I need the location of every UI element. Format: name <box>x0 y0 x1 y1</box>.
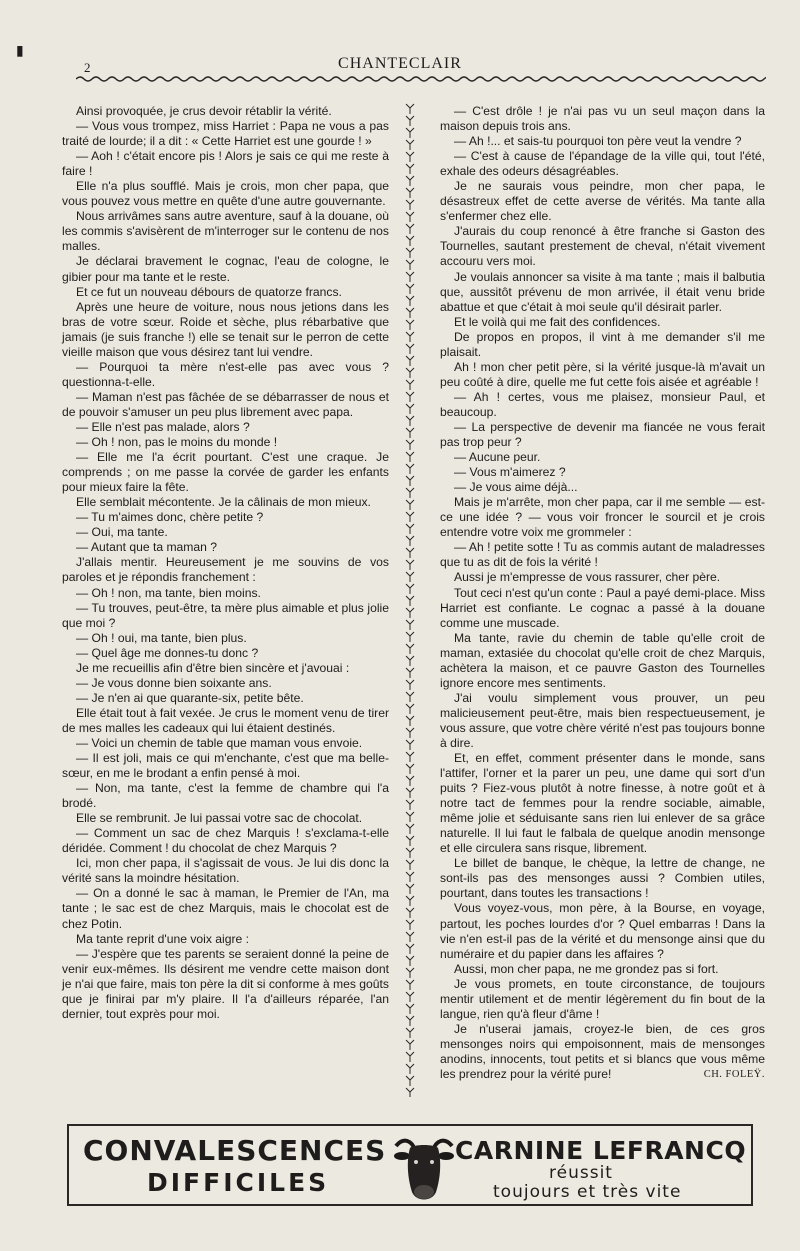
divider-mark <box>406 908 414 918</box>
paragraph-text: Et ce fut un nouveau débours de quatorze francs. <box>76 284 342 299</box>
paragraph <box>440 570 765 585</box>
paragraph-text: Le billet de banque, le chèque, la lettre de change, ne sont-ils pas des mensonges aussi ? Combien utiles, pourtant, dans toutes les transactions ! <box>440 856 765 901</box>
right-column <box>440 104 765 1082</box>
paragraph-text: Elle se rembrunit. Je lui passai votre sac de chocolat. <box>76 811 363 826</box>
paragraph <box>62 179 389 209</box>
divider-mark <box>406 560 414 570</box>
divider-mark <box>406 248 414 258</box>
paragraph-text: Je déclarai bravement le cognac, l'eau de cologne, le gibier pour ma tante et le reste. <box>62 254 389 284</box>
paragraph <box>62 510 389 525</box>
divider-mark <box>406 764 414 774</box>
paragraph-text: — Oui, ma tante. <box>76 525 168 540</box>
divider-mark <box>406 1016 414 1026</box>
paragraph <box>62 285 389 300</box>
paragraph-text: Aussi je m'empresse de vous rassurer, cher père. <box>454 570 721 585</box>
paragraph <box>440 540 765 570</box>
paragraph-text: — Tu trouves, peut-être, ta mère plus aimable et plus jolie que moi ? <box>62 600 389 630</box>
divider-mark <box>406 344 414 354</box>
paragraph <box>440 420 765 450</box>
paragraph-text: Elle était tout à fait vexée. Je crus le moment venu de tirer de mes malles les cadeaux qui lui étaient destinés. <box>62 705 389 735</box>
paragraph <box>440 856 765 901</box>
divider-mark <box>406 284 414 294</box>
paragraph <box>62 555 389 585</box>
divider-mark <box>406 932 414 942</box>
paragraph <box>62 856 389 886</box>
paragraph <box>440 480 765 495</box>
paragraph-text: Ma tante reprit d'une voix aigre : <box>76 931 250 946</box>
divider-mark <box>406 380 414 390</box>
paragraph <box>440 631 765 691</box>
paragraph-text: — Autant que ta maman ? <box>76 540 218 555</box>
ad-tagline-1: réussit <box>549 1163 613 1183</box>
divider-mark <box>406 164 414 174</box>
divider-mark <box>406 272 414 282</box>
paragraph <box>440 224 765 269</box>
divider-mark <box>406 824 414 834</box>
paragraph <box>440 104 765 134</box>
divider-mark <box>406 512 414 522</box>
author-signature: CH. FOLEŸ. <box>703 1069 765 1080</box>
page-number: 2 <box>84 60 91 75</box>
paragraph-text: — Comment un sac de chez Marquis ! s'exclama-t-elle déridée. Comment ! du chocolat de chez Marquis ? <box>62 826 389 856</box>
divider-mark <box>406 656 414 666</box>
paragraph-text: J'allais mentir. Heureusement je me souvins de vos paroles et je répondis franchement : <box>62 555 389 585</box>
divider-mark <box>406 728 414 738</box>
paragraph-text: — Oh ! non, pas le moins du monde ! <box>76 435 278 450</box>
paragraph <box>62 886 389 931</box>
divider-mark <box>406 968 414 978</box>
paragraph-text: Vous voyez-vous, mon père, à la Bourse, en voyage, partout, les poches lourdes d'or ? Quel embarras ! Dans la vie n'en est-il pas de la vérité et du mensonge ainsi que du numéraire et du papier dans les affaires ? <box>440 901 765 961</box>
paragraph-text: J'ai voulu simplement vous prouver, un peu malicieusement peut-être, mais bien respectueusement, je vous assure, que votre chère vérité n'est pas toujours bonne à dire. <box>440 690 765 750</box>
paragraph-text: Après une heure de voiture, nous nous jetions dans les bras de votre sœur. Roide et sèche, plus rébarbative que jamais (je suis franche !) elle se tenait sur le perron de cette vieille maison que vous désirez tant lui vendre. <box>62 299 389 359</box>
paragraph <box>62 646 389 661</box>
divider-mark <box>406 632 414 642</box>
paragraph <box>440 134 765 149</box>
paragraph <box>440 179 765 224</box>
paragraph-text: — Vous m'aimerez ? <box>454 465 566 480</box>
divider-mark <box>406 1076 414 1086</box>
paragraph <box>440 270 765 315</box>
paragraph <box>62 254 389 284</box>
paragraph-text: — Je vous donne bien soixante ans. <box>76 675 272 690</box>
divider-mark <box>406 524 414 534</box>
paragraph-text: — Pourquoi ta mère n'est-elle pas avec vous ? questionna-t-elle. <box>62 359 389 389</box>
divider-mark <box>406 416 414 426</box>
paragraph <box>62 631 389 646</box>
paragraph-text: — Non, ma tante, c'est la femme de chambre qui l'a brodé. <box>62 781 389 811</box>
divider-mark <box>406 428 414 438</box>
paragraph <box>440 390 765 420</box>
divider-mark <box>406 740 414 750</box>
paragraph <box>62 676 389 691</box>
paragraph <box>440 977 765 1022</box>
paragraph <box>62 119 389 149</box>
divider-mark <box>406 500 414 510</box>
paragraph <box>440 751 765 856</box>
ad-headline: CONVALESCENCES <box>83 1134 387 1167</box>
divider-mark <box>406 224 414 234</box>
paragraph-text: — Elle me l'a écrit pourtant. C'est une craque. Je comprends ; on me passe la corvée de garder les enfants pour mieux faire la fête. <box>62 450 389 495</box>
divider-mark <box>406 860 414 870</box>
paragraph-text: — Il est joli, mais ce qui m'enchante, c'est que ma belle-sœur, en me le brodant a enfin pensé à moi. <box>62 751 389 781</box>
paragraph-text: Je vous promets, en toute circonstance, de toujours mentir utilement et de mentir légèrement du fin bout de la langue, rien qu'à fleur d'âme ! <box>440 976 765 1021</box>
paragraph <box>62 601 389 631</box>
paragraph-text: Elle n'a plus soufflé. Mais je crois, mon cher papa, que vous pouvez vous mettre en quête d'une autre gouvernante. <box>62 179 389 209</box>
divider-mark <box>406 896 414 906</box>
divider-mark <box>406 440 414 450</box>
paragraph <box>62 751 389 781</box>
left-column <box>62 104 389 1022</box>
divider-mark <box>406 104 414 114</box>
paragraph <box>62 435 389 450</box>
paragraph <box>62 932 389 947</box>
paragraph-text: — Ah ! certes, vous me plaisez, monsieur Paul, et beaucoup. <box>440 389 765 419</box>
ad-subheadline: DIFFICILES <box>147 1168 330 1197</box>
divider-mark <box>406 620 414 630</box>
divider-mark <box>406 980 414 990</box>
divider-mark <box>406 704 414 714</box>
paragraph-text: — Ah ! petite sotte ! Tu as commis autant de maladresses que tu as dit de fois la vérité ! <box>440 540 765 570</box>
divider-mark <box>406 116 414 126</box>
divider-mark <box>406 332 414 342</box>
paragraph <box>440 315 765 330</box>
paragraph-text: — J'espère que tes parents se seraient donné la peine de venir eux-mêmes. Ils désirent me vendre cette maison dont je n'ai que faire, mais ton père la dit si conforme à mes goûts que je finirai par m'y plaire. Il l'a d'ailleurs réparée, l'an dernier, tout exprès pour moi. <box>62 946 389 1021</box>
paragraph-text: — C'est à cause de l'épandage de la ville qui, tout l'été, exhale des odeurs désagréables. <box>440 149 765 179</box>
divider-mark <box>406 596 414 606</box>
divider-mark <box>406 200 414 210</box>
paragraph-text: Ma tante, ravie du chemin de table qu'elle croit de maman, extasiée du chocolat qu'elle croit de chez Marquis, achètera la maison, et ce pauvre Gaston des Tournelles ignore encore mes sentiments. <box>440 630 765 690</box>
paragraph-text: — Tu m'aimes donc, chère petite ? <box>76 510 264 525</box>
paragraph-text: Tout ceci n'est qu'un conte : Paul a payé demi-place. Miss Harriet est confiante. Le cognac a passé à la douane comme une muscade. <box>440 585 766 630</box>
paragraph-text: Ici, mon cher papa, il s'agissait de vous. Je lui dis donc la vérité sans la moindre hésitation. <box>62 856 389 886</box>
divider-mark <box>406 884 414 894</box>
paragraph <box>62 736 389 751</box>
paragraph <box>62 811 389 826</box>
paragraph-text: — Je vous aime déjà... <box>454 480 578 495</box>
divider-mark <box>406 188 414 198</box>
paragraph-text: — C'est drôle ! je n'ai pas vu un seul maçon dans la maison depuis trois ans. <box>440 104 765 134</box>
paragraph <box>440 962 765 977</box>
divider-mark <box>406 1004 414 1014</box>
paragraph <box>62 586 389 601</box>
paragraph-text: Elle semblait mécontente. Je la câlinais de mon mieux. <box>76 495 371 510</box>
paragraph-text: — Aucune peur. <box>454 450 541 465</box>
divider-mark <box>406 356 414 366</box>
divider-mark <box>406 788 414 798</box>
divider-mark <box>406 992 414 1002</box>
divider-mark <box>406 956 414 966</box>
divider-mark <box>406 716 414 726</box>
paragraph <box>62 781 389 811</box>
divider-mark <box>406 128 414 138</box>
paragraph <box>440 1022 765 1082</box>
paragraph <box>440 149 765 179</box>
paragraph <box>62 149 389 179</box>
divider-mark <box>406 692 414 702</box>
paragraph <box>62 209 389 254</box>
paragraph-text: — Elle n'est pas malade, alors ? <box>76 419 250 434</box>
paragraph <box>62 947 389 1022</box>
running-title: CHANTECLAIR <box>338 55 462 72</box>
divider-mark <box>406 752 414 762</box>
divider-mark <box>406 536 414 546</box>
paragraph <box>440 495 765 540</box>
paragraph-text: — Aoh ! c'était encore pis ! Alors je sais ce qui me reste à faire ! <box>62 149 389 179</box>
divider-mark <box>406 644 414 654</box>
decorative-column-divider <box>402 100 418 1097</box>
divider-mark <box>406 944 414 954</box>
paragraph-text: — Oh ! non, ma tante, bien moins. <box>76 585 261 600</box>
divider-mark <box>406 848 414 858</box>
margin-mark: ▮ <box>16 42 24 58</box>
divider-mark <box>406 1040 414 1050</box>
divider-mark <box>406 1028 414 1038</box>
paragraph <box>440 901 765 961</box>
paragraph <box>62 691 389 706</box>
divider-mark <box>406 176 414 186</box>
paragraph <box>62 706 389 736</box>
paragraph-text: Je voulais annoncer sa visite à ma tante ; mais il balbutia que, aussitôt prévenu de mon arrivée, il était venu bride abattue et que c'était à moi seule qu'il désirait parler. <box>440 269 765 314</box>
paragraph-text: — Oh ! oui, ma tante, bien plus. <box>76 630 247 645</box>
wavy-rule <box>76 74 766 84</box>
ad-brand: CARNINE LEFRANCQ <box>455 1136 747 1165</box>
divider-mark <box>406 548 414 558</box>
divider-mark <box>406 836 414 846</box>
paragraph <box>440 330 765 360</box>
divider-mark <box>406 236 414 246</box>
paragraph <box>440 450 765 465</box>
paragraph-text: Je ne saurais vous peindre, mon cher papa, le désastreux effet de cette averse de vérités. Ma tante alla s'enfermer chez elle. <box>440 179 765 224</box>
paragraph <box>62 450 389 495</box>
divider-mark <box>406 1064 414 1074</box>
divider-mark <box>406 1088 414 1097</box>
paragraph <box>440 586 765 631</box>
paragraph-text: — Maman n'est pas fâchée de se débarrasser de nous et de pouvoir s'amuser un peu plus librement avec papa. <box>62 389 389 419</box>
divider-mark <box>406 368 414 378</box>
paragraph-text: — Ah !... et sais-tu pourquoi ton père veut la vendre ? <box>454 134 742 149</box>
paragraph <box>62 360 389 390</box>
divider-mark <box>406 464 414 474</box>
paragraph-text: Aussi, mon cher papa, ne me grondez pas si fort. <box>454 961 719 976</box>
paragraph-text: — Quel âge me donnes-tu donc ? <box>76 645 259 660</box>
divider-mark <box>406 152 414 162</box>
paragraph <box>62 420 389 435</box>
paragraph <box>62 495 389 510</box>
divider-mark <box>406 260 414 270</box>
paragraph-text: — On a donné le sac à maman, le Premier de l'An, ma tante ; le sac est de chez Marquis, mais le chocolat est de chez Potin. <box>62 886 389 931</box>
advertisement-box <box>67 1124 753 1206</box>
divider-mark <box>406 800 414 810</box>
divider-mark <box>406 1052 414 1062</box>
divider-mark <box>406 812 414 822</box>
paragraph <box>62 390 389 420</box>
divider-mark <box>406 308 414 318</box>
paragraph-text: Je n'userai jamais, croyez-le bien, de ces gros mensonges noirs qui empoisonnent, mais de mensonges anodins, innocents, tout petits et si blancs que vous même les prendrez pour la vérité pure! <box>440 1021 765 1081</box>
divider-mark <box>406 392 414 402</box>
divider-mark <box>406 920 414 930</box>
paragraph <box>62 525 389 540</box>
paragraph-text: Mais je m'arrête, mon cher papa, car il me semble — est-ce une idée ? — vous voir froncer le sourcil et je crois entendre votre voix me grommeler : <box>440 495 765 540</box>
divider-mark <box>406 452 414 462</box>
divider-mark <box>406 584 414 594</box>
paragraph <box>440 465 765 480</box>
paragraph-text: J'aurais du coup renoncé à être franche si Gaston des Tournelles, sautant prestement de cheval, n'était vivement accouru vers moi. <box>440 224 765 269</box>
divider-mark <box>406 404 414 414</box>
paragraph-text: Ah ! mon cher petit père, si la vérité jusque-là m'avait un peu coûté à dire, quelle me fut cette fois aisée et agréable ! <box>440 359 765 389</box>
paragraph <box>62 661 389 676</box>
paragraph-text: — La perspective de devenir ma fiancée ne vous ferait pas trop peur ? <box>440 419 765 450</box>
paragraph <box>440 360 765 390</box>
paragraph-text: De propos en propos, il vint à me demander s'il me plaisait. <box>440 329 765 359</box>
bull-head-icon <box>392 1132 456 1204</box>
ad-tagline-2: toujours et très vite <box>493 1182 682 1202</box>
divider-mark <box>406 296 414 306</box>
paragraph-text: — Vous vous trompez, miss Harriet : Papa ne vous a pas traité de lourde; il a dit : « Cette Harriet est une gourde ! » <box>62 119 389 149</box>
paragraph-text: Je me recueillis afin d'être bien sincère et j'avouai : <box>76 660 350 675</box>
divider-mark <box>406 476 414 486</box>
divider-mark <box>406 488 414 498</box>
paragraph-text: Nous arrivâmes sans autre aventure, sauf à la douane, où les commis s'avisèrent de m'interroger sur le contenu de nos malles. <box>62 209 389 254</box>
paragraph <box>62 104 389 119</box>
paragraph <box>62 540 389 555</box>
divider-mark <box>406 680 414 690</box>
divider-mark <box>406 872 414 882</box>
paragraph-text: Et, en effet, comment présenter dans le monde, sans l'attifer, l'orner et la parer un peu, une dame qui sort d'un puits ? Fiez-vous plutôt à notre finesse, à notre goût et à notre tact de femmes pour la rendre sociable, aimable, même jolie et séduisante sans rien lui enlever de sa grâce naturelle. Il lui faut le falbala de quelque anodin mensonge et elle circulera sans risque, librement. <box>440 751 765 856</box>
paragraph-text: Ainsi provoquée, je crus devoir rétablir la vérité. <box>76 104 332 118</box>
divider-mark <box>406 668 414 678</box>
paragraph <box>62 300 389 360</box>
divider-mark <box>406 608 414 618</box>
divider-mark <box>406 212 414 222</box>
divider-mark <box>406 572 414 582</box>
divider-mark <box>406 776 414 786</box>
paragraph-text: — Voici un chemin de table que maman vous envoie. <box>76 735 363 750</box>
paragraph-text: Et le voilà qui me fait des confidences. <box>454 314 661 329</box>
paragraph <box>440 691 765 751</box>
divider-mark <box>406 320 414 330</box>
paragraph-text: — Je n'en ai que quarante-six, petite bête. <box>76 690 304 705</box>
paragraph <box>62 826 389 856</box>
divider-mark <box>406 140 414 150</box>
